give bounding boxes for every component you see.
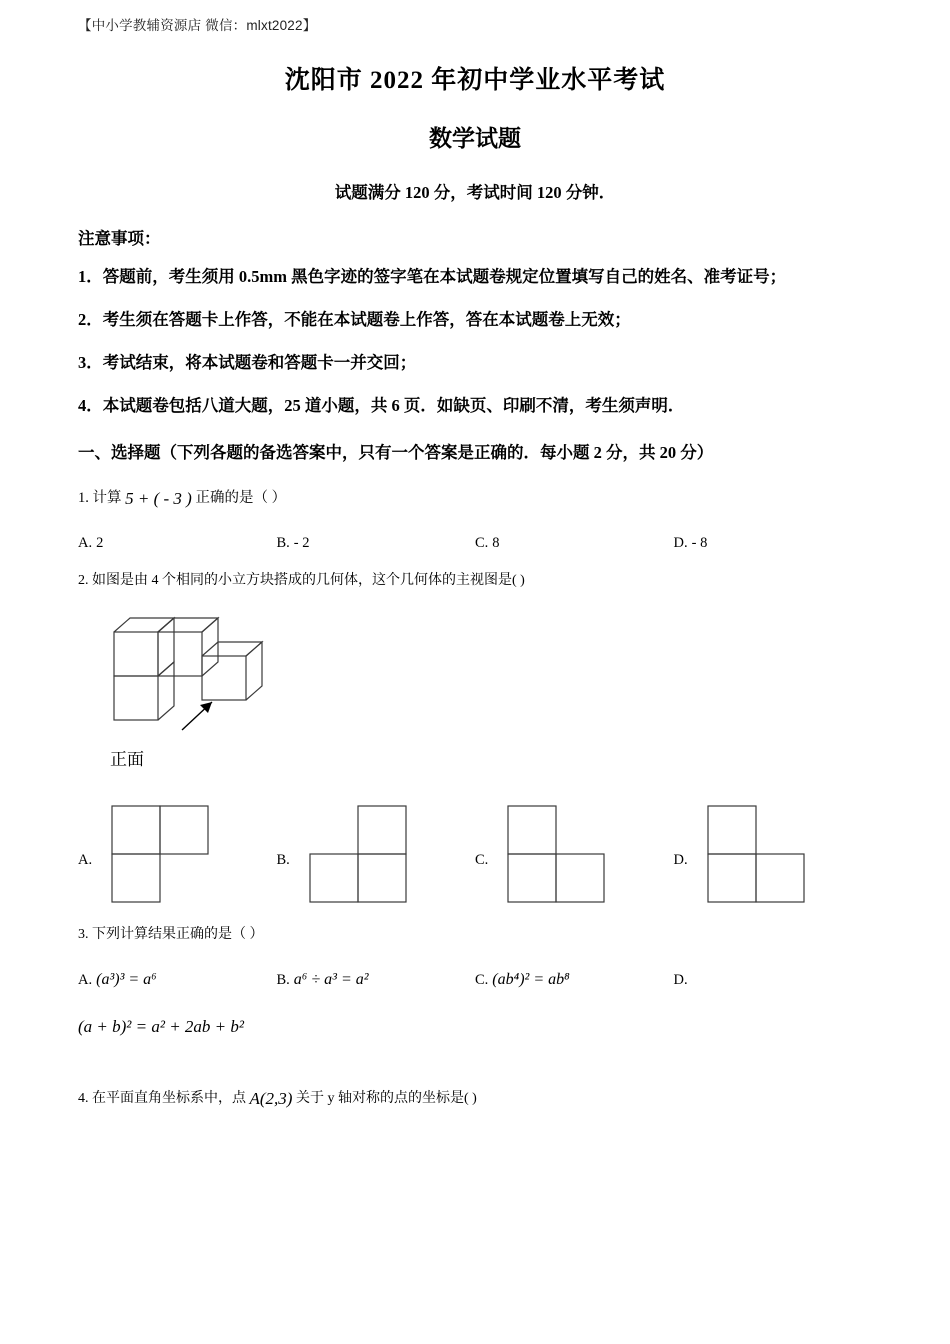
question-3: [78, 922, 872, 949]
option-label-b: B.: [276, 534, 290, 551]
question-1-number: 1.: [78, 489, 89, 506]
shape-d: [698, 796, 818, 906]
page-subtitle: 数学试题: [429, 126, 521, 151]
option-label-a: A.: [78, 534, 93, 551]
option-label-c: C.: [475, 972, 489, 989]
score-line: 试题满分 120 分，考试时间 120 分钟．: [334, 183, 616, 202]
question-2-option-a[interactable]: [78, 796, 277, 906]
question-1-options: [78, 535, 872, 552]
option-label-c: C.: [475, 852, 489, 869]
shape-c: [498, 796, 618, 906]
section-heading-choice: 一、选择题（下列各题的备选答案中，只有一个答案是正确的．每小题 2 分，共 20 分）: [78, 442, 714, 462]
question-4-text-after: 关于 y 轴对称的点的坐标是( ): [295, 1091, 477, 1107]
notice-item-4: 4．本试题卷包括八道大题，25 道小题，共 6 页．如缺页、印刷不清，考生须声明．: [78, 395, 685, 415]
question-2-option-c[interactable]: [475, 796, 674, 906]
question-4-text-before: 在平面直角坐标系中，点: [92, 1091, 246, 1107]
isometric-cubes-figure: [104, 604, 304, 734]
question-3-option-d-expression: (a + b)² = a² + 2ab + b²: [78, 1017, 244, 1037]
question-1-text-before: 计算: [92, 489, 122, 506]
option-label-d: D.: [673, 972, 688, 989]
option-expr-b: a⁶ ÷ a³ = a²: [293, 971, 369, 989]
notice-item-2: 2．考生须在答题卡上作答，不能在本试题卷上作答，答在本试题卷上无效；: [78, 309, 631, 329]
notice-item-1: 1．答题前，考生须用 0.5mm 黑色字迹的签字笔在本试题卷规定位置填写自己的姓名、准考证号；: [78, 267, 787, 286]
question-4-expression: A(2,3): [249, 1089, 293, 1109]
option-value-b: - 2: [293, 534, 310, 551]
question-4-number: 4.: [78, 1091, 89, 1107]
option-value-a: 2: [96, 534, 104, 551]
notice-item-3: 3．考试结束，将本试题卷和答题卡一并交回；: [78, 352, 417, 372]
question-4: [78, 1083, 872, 1115]
watermark-text: 【中小学教辅资源店 微信：mlxt2022】: [78, 18, 317, 33]
question-2-text: 如图是由 4 个相同的小立方块搭成的几何体，这个几何体的主视图是( ): [92, 572, 525, 588]
option-label-a: A.: [78, 972, 93, 989]
option-label-d: D.: [673, 534, 688, 551]
shape-a: [102, 796, 222, 906]
option-expr-a: (a³)³ = a⁶: [96, 971, 157, 989]
option-label-c: C.: [475, 534, 489, 551]
page-title: 沈阳市 2022 年初中学业水平考试: [284, 67, 666, 94]
question-3-option-d[interactable]: [674, 971, 873, 989]
question-1-option-d[interactable]: [674, 535, 873, 552]
question-3-option-b[interactable]: [277, 971, 476, 989]
question-3-text: 下列计算结果正确的是（ ）: [92, 927, 264, 943]
shape-b: [300, 796, 420, 906]
question-1-option-b[interactable]: [277, 535, 476, 552]
question-2-option-b[interactable]: [277, 796, 476, 906]
question-2-option-d[interactable]: [674, 796, 873, 906]
question-1-option-a[interactable]: [78, 535, 277, 552]
question-2: [78, 568, 872, 595]
option-value-c: 8: [492, 534, 500, 551]
question-3-option-a[interactable]: [78, 971, 277, 989]
question-1-text-after: 正确的是（ ）: [195, 489, 287, 506]
question-1-option-c[interactable]: [475, 535, 674, 552]
question-2-options: [78, 796, 872, 906]
question-2-number: 2.: [78, 572, 89, 588]
option-label-b: B.: [276, 852, 290, 869]
option-expr-c: (ab⁴)² = ab⁸: [492, 971, 570, 989]
question-3-number: 3.: [78, 927, 89, 943]
option-label-a: A.: [78, 852, 93, 869]
front-view-label: 正面: [110, 750, 144, 770]
option-label-d: D.: [673, 852, 688, 869]
notice-heading: 注意事项：: [78, 229, 161, 248]
question-3-options: [78, 971, 872, 989]
question-1-expression: 5 + ( - 3 ): [125, 488, 192, 508]
question-3-option-c[interactable]: [475, 971, 674, 989]
question-1: [78, 483, 872, 515]
option-label-b: B.: [276, 972, 290, 989]
question-2-figure: [104, 604, 872, 739]
option-value-d: - 8: [691, 534, 708, 551]
